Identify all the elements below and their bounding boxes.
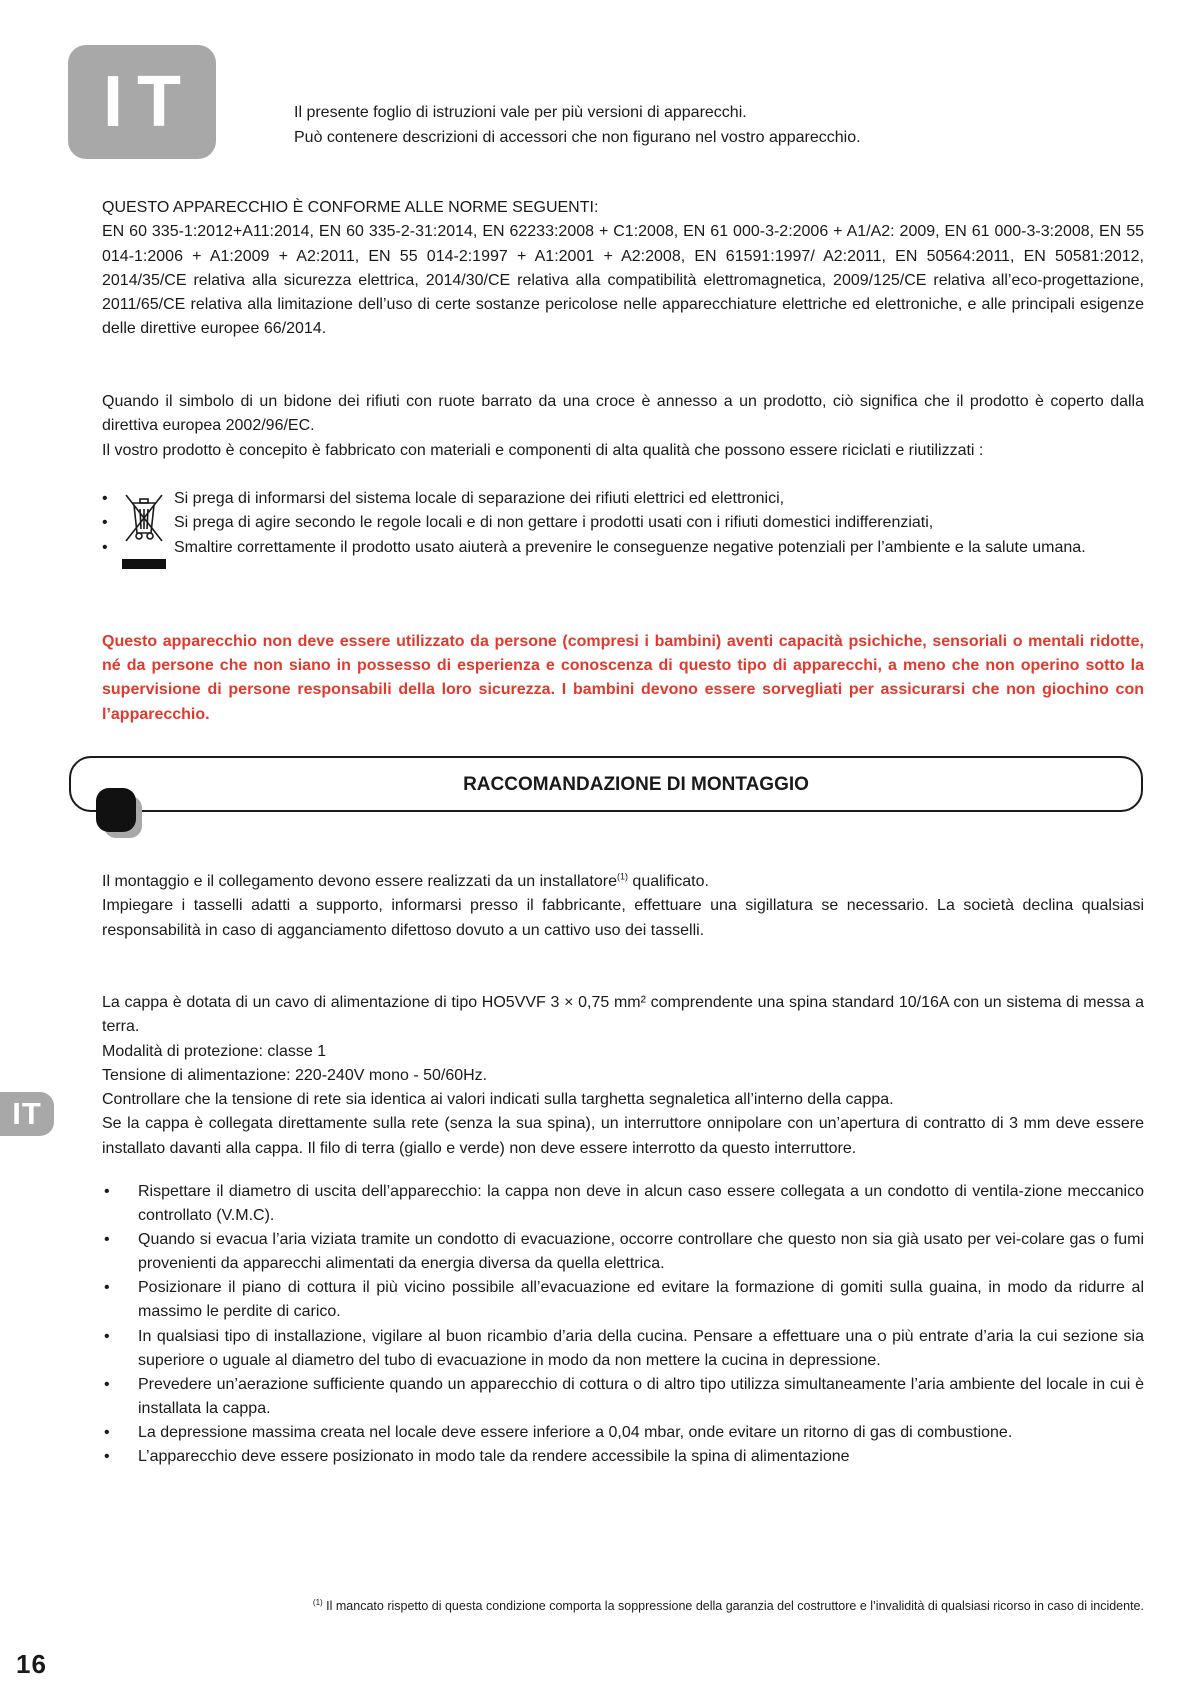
footnote-ref: (1) <box>616 871 628 882</box>
weee-paragraph: Quando il simbolo di un bidone dei rifiuti con ruote barrato da una croce è annesso a un prodotto, ciò significa che il prodotto è coperto dalla direttiva europea 2002/96/EC. <box>102 393 1144 435</box>
mounting-line <box>102 870 1144 894</box>
list-item: • Posizionare il piano di cottura il più vicino possibile all’evacuazione ed evitare la formazione di gomiti sulla guaina, in modo da ridurre al massimo le perdite di carico. <box>102 1276 1144 1324</box>
list-item: • La depressione massima creata nel locale deve essere inferiore a 0,04 mbar, onde evitare un ritorno di gas di combustione. <box>102 1421 1144 1445</box>
list-item: • L’apparecchio deve essere posizionato in modo tale da rendere accessibile la spina di alimentazione <box>102 1445 1144 1469</box>
mounting-line-text: Il montaggio e il collegamento devono essere realizzati da un installatore <box>102 873 617 890</box>
section-header <box>69 756 1143 812</box>
weee-items <box>174 487 1134 560</box>
list-item: • Quando si evacua l’aria viziata tramite un condotto di evacuazione, occorre controllare che questo non sia già usato per vei-colare gas o fumi provenienti da apparecchi alimentati da energia diversa da quella elettrica. <box>102 1228 1144 1276</box>
electrical-line: Modalità di protezione: classe 1 <box>102 1042 327 1060</box>
electrical-line: Controllare che la tensione di rete sia identica ai valori indicati sulla targhetta segnaletica all’interno della cappa. <box>102 1091 894 1109</box>
weee-section <box>102 390 1144 463</box>
intro-line: Può contenere descrizioni di accessori che non figurano nel vostro apparecchio. <box>294 129 861 146</box>
language-badge: IT <box>68 45 216 159</box>
crossed-bin-icon <box>120 489 168 571</box>
list-item: • Prevedere un’aerazione sufficiente quando un apparecchio di cottura o di altro tipo utilizza simultaneamente l’aria ambiente del locale in cui è installata la cappa. <box>102 1373 1144 1421</box>
weee-item: Smaltire correttamente il prodotto usato aiuterà a prevenire le conseguenze negative potenziali per l’ambiente e la salute umana. <box>174 538 1086 556</box>
bullet: • <box>102 538 108 556</box>
footnote-marker: (1) <box>312 1597 323 1607</box>
mounting-paragraph: Impiegare i tasselli adatti a supporto, informarsi presso il fabbricante, effettuare una sigillatura se necessario. La società declina qualsiasi responsabilità in caso di agganciamento difettoso dovuto a un cattivo uso dei tasselli. <box>102 897 1144 939</box>
footnote-text: Il mancato rispetto di questa condizione comporta la soppressione della garanzia del costruttore e l’invalidità di qualsiasi ricorso in caso di incidente. <box>322 1599 1144 1613</box>
section-title: RACCOMANDAZIONE DI MONTAGGIO <box>463 774 809 795</box>
footnote <box>196 1598 1144 1614</box>
bullet: • <box>102 514 108 532</box>
list-item: • Rispettare il diametro di uscita dell’apparecchio: la cappa non deve in alcun caso essere collegata a un condotto di ventila-zione meccanico controllato (V.M.C). <box>102 1180 1144 1228</box>
electrical-line: Tensione di alimentazione: 220-240V mono - 50/60Hz. <box>102 1066 488 1084</box>
weee-paragraph: Il vostro prodotto è concepito è fabbricato con materiali e componenti di alta qualità che possono essere riciclati e riutilizzati : <box>102 441 984 459</box>
weee-bullets <box>102 487 116 560</box>
installation-list <box>102 1180 1144 1469</box>
intro-text <box>294 100 1094 150</box>
safety-warning: Questo apparecchio non deve essere utilizzato da persone (compresi i bambini) aventi capacità psichiche, sensoriali o mentali ridotte, né da persone che non siano in possesso di esperienza e conoscenza di questo tipo di apparecchi, a meno che non operino sotto la supervisione di persone responsabili della loro sicurezza. I bambini devono essere sorvegliati per assicurarsi che non giochino con l’apparecchio. <box>102 633 1144 723</box>
electrical-section <box>102 991 1144 1161</box>
side-language-tab: IT <box>0 1092 54 1136</box>
bullet: • <box>102 490 108 507</box>
norms-text: EN 60 335-1:2012+A11:2014, EN 60 335-2-31:2014, EN 62233:2008 + C1:2008, EN 61 000-3-2:2006 + A1/A2: 2009, EN 61 000-3-3:2008, EN 55 014-1:2006 + A1:2009 + A2:2011, EN 55 014-2:1997 + A1:2001 + A2:2008, EN 61591:1997/ A2:2011, EN 50564:2011, EN 50581:2012, 2014/35/CE relativa alla sicurezza elettrica, 2014/30/CE relativa alla compatibilità elettromagnetica, 2009/125/CE relativa all’eco-progettazione, 2011/65/CE relativa alla limitazione dell’uso di certe sostanze pericolose nelle apparecchiature elettriche ed elettroniche, e alle principali esigenze delle direttive europee 66/2014. <box>102 223 1144 338</box>
mounting-line-text-end: qualificato. <box>627 873 709 890</box>
norms-heading: QUESTO APPARECCHIO È CONFORME ALLE NORME SEGUENTI: <box>102 199 599 216</box>
list-item: • In qualsiasi tipo di installazione, vigilare al buon ricambio d’aria della cucina. Pensare a effettuare una o più entrate d’aria la cui sezione sia superiore o uguale al diametro del tubo di evacuazione in modo da non mettere la cucina in depressione. <box>102 1325 1144 1373</box>
section-marker <box>96 788 136 832</box>
electrical-line: Se la cappa è collegata direttamente sulla rete (senza la sua spina), un interruttore onnipolare con un’apertura di contratto di 3 mm deve essere installato davanti alla cappa. Il filo di terra (giallo e verde) non deve essere interrotto da questo interruttore. <box>102 1115 1144 1157</box>
electrical-line: La cappa è dotata di un cavo di alimentazione di tipo HO5VVF 3 × 0,75 mm² comprendente una spina standard 10/16A con un sistema di messa a terra. <box>102 994 1144 1036</box>
page-number: 16 <box>16 1649 47 1679</box>
intro-line: Il presente foglio di istruzioni vale per più versioni di apparecchi. <box>294 104 747 121</box>
weee-item: Si prega di agire secondo le regole locali e di non gettare i prodotti usati con i rifiuti domestici indifferenziati, <box>174 514 934 532</box>
norms-section <box>102 196 1144 342</box>
mounting-text <box>102 870 1144 943</box>
weee-item: Si prega di informarsi del sistema locale di separazione dei rifiuti elettrici ed elettronici, <box>174 490 785 507</box>
